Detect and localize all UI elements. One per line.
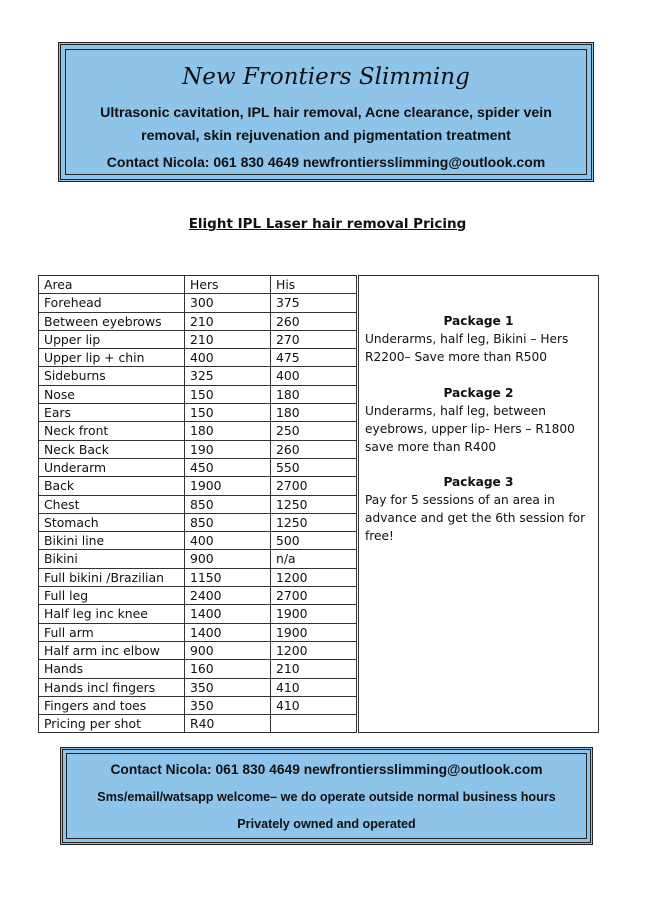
table-row	[39, 696, 357, 714]
hers-price-cell: 160	[185, 660, 271, 678]
hers-price-cell: 900	[185, 641, 271, 659]
table-row	[39, 678, 357, 696]
services-line-2: removal, skin rejuvenation and pigmentation treatment	[141, 128, 511, 144]
his-price-cell: 475	[271, 349, 357, 367]
his-price-cell: 270	[271, 330, 357, 348]
his-price-cell: 1250	[271, 513, 357, 531]
hers-price-cell: 150	[185, 404, 271, 422]
table-row	[39, 623, 357, 641]
hers-price-cell: 400	[185, 532, 271, 550]
column-header-area: Area	[39, 276, 185, 294]
his-price-cell: 375	[271, 294, 357, 312]
area-cell: Underarm	[39, 458, 185, 476]
hers-price-cell: 450	[185, 458, 271, 476]
hers-price-cell: 850	[185, 513, 271, 531]
column-header-hers: Hers	[185, 276, 271, 294]
area-cell: Full leg	[39, 587, 185, 605]
his-price-cell: 2700	[271, 477, 357, 495]
table-row	[39, 495, 357, 513]
area-cell: Back	[39, 477, 185, 495]
hers-price-cell: 900	[185, 550, 271, 568]
his-price-cell: 410	[271, 696, 357, 714]
package-2	[365, 384, 592, 456]
table-row	[39, 532, 357, 550]
package-2-line-3: save more than R400	[365, 440, 497, 454]
table-row	[39, 367, 357, 385]
his-price-cell: n/a	[271, 550, 357, 568]
area-cell: Bikini	[39, 550, 185, 568]
his-price-cell: 2700	[271, 587, 357, 605]
area-cell: Half leg inc knee	[39, 605, 185, 623]
package-1-title: Package 1	[443, 314, 514, 328]
his-price-cell: 1200	[271, 641, 357, 659]
hers-price-cell: 2400	[185, 587, 271, 605]
hers-price-cell: 850	[185, 495, 271, 513]
page-title: Elight IPL Laser hair removal Pricing	[188, 216, 467, 232]
brand-name: New Frontiers Slimming	[182, 64, 470, 90]
table-header-row	[39, 276, 357, 294]
area-cell: Full arm	[39, 623, 185, 641]
his-price-cell: 1900	[271, 623, 357, 641]
package-2-line-1: Underarms, half leg, between	[365, 404, 546, 418]
area-cell: Full bikini /Brazilian	[39, 568, 185, 586]
hers-price-cell: 1900	[185, 477, 271, 495]
table-row	[39, 605, 357, 623]
his-price-cell: 250	[271, 422, 357, 440]
area-cell: Upper lip	[39, 330, 185, 348]
his-price-cell: 500	[271, 532, 357, 550]
footer-banner	[60, 747, 593, 845]
area-cell: Neck Back	[39, 440, 185, 458]
package-3-title: Package 3	[443, 475, 514, 489]
pricing-table	[38, 275, 357, 733]
table-row	[39, 568, 357, 586]
area-cell: Hands incl fingers	[39, 678, 185, 696]
package-3-line-3: free!	[365, 529, 394, 543]
services-line-1: Ultrasonic cavitation, IPL hair removal, Acne clearance, spider vein	[100, 105, 552, 121]
his-price-cell: 400	[271, 367, 357, 385]
header-inner-border	[65, 49, 587, 175]
table-row	[39, 294, 357, 312]
footer-inner-border	[66, 753, 587, 839]
table-row	[39, 312, 357, 330]
hers-price-cell: 180	[185, 422, 271, 440]
table-row	[39, 660, 357, 678]
hers-price-cell: 400	[185, 349, 271, 367]
column-header-his: His	[271, 276, 357, 294]
area-cell: Upper lip + chin	[39, 349, 185, 367]
package-3-line-1: Pay for 5 sessions of an area in	[365, 493, 555, 507]
his-price-cell: 410	[271, 678, 357, 696]
table-row	[39, 330, 357, 348]
area-cell: Forehead	[39, 294, 185, 312]
area-cell: Ears	[39, 404, 185, 422]
table-row	[39, 385, 357, 403]
hers-price-cell: 350	[185, 696, 271, 714]
table-row	[39, 641, 357, 659]
his-price-cell: 210	[271, 660, 357, 678]
table-row	[39, 458, 357, 476]
package-2-title: Package 2	[443, 386, 514, 400]
footer-contact: Contact Nicola: 061 830 4649 newfrontiersslimming@outlook.com	[110, 762, 543, 777]
hers-price-cell: 210	[185, 312, 271, 330]
his-price-cell: 1900	[271, 605, 357, 623]
hers-price-cell: 325	[185, 367, 271, 385]
his-price-cell: 180	[271, 385, 357, 403]
area-cell: Stomach	[39, 513, 185, 531]
area-cell: Sideburns	[39, 367, 185, 385]
table-row	[39, 477, 357, 495]
his-price-cell: 260	[271, 440, 357, 458]
area-cell: Hands	[39, 660, 185, 678]
pricing-table-body	[39, 276, 357, 733]
his-price-cell: 180	[271, 404, 357, 422]
header-banner	[58, 42, 594, 182]
table-row	[39, 440, 357, 458]
footer-welcome: Sms/email/watsapp welcome– we do operate outside normal business hours	[97, 790, 556, 804]
hers-price-cell: 190	[185, 440, 271, 458]
area-cell: Nose	[39, 385, 185, 403]
hers-price-cell: 350	[185, 678, 271, 696]
table-row	[39, 587, 357, 605]
header-contact: Contact Nicola: 061 830 4649 newfrontiersslimming@outlook.com	[106, 154, 546, 170]
hers-price-cell: 210	[185, 330, 271, 348]
hers-price-cell: R40	[185, 715, 271, 733]
package-1-line-1: Underarms, half leg, Bikini – Hers	[365, 332, 569, 346]
package-3-line-2: advance and get the 6th session for	[365, 511, 586, 525]
his-price-cell: 550	[271, 458, 357, 476]
hers-price-cell: 1400	[185, 605, 271, 623]
his-price-cell: 1200	[271, 568, 357, 586]
area-cell: Neck front	[39, 422, 185, 440]
table-row	[39, 715, 357, 733]
hers-price-cell: 300	[185, 294, 271, 312]
hers-price-cell: 1400	[185, 623, 271, 641]
services-list	[76, 102, 576, 148]
area-cell: Fingers and toes	[39, 696, 185, 714]
area-cell: Bikini line	[39, 532, 185, 550]
table-row	[39, 422, 357, 440]
his-price-cell: 1250	[271, 495, 357, 513]
packages-panel	[358, 275, 599, 733]
table-row	[39, 513, 357, 531]
table-row	[39, 349, 357, 367]
hers-price-cell: 150	[185, 385, 271, 403]
table-row	[39, 550, 357, 568]
table-row	[39, 404, 357, 422]
his-price-cell: 260	[271, 312, 357, 330]
area-cell: Chest	[39, 495, 185, 513]
hers-price-cell: 1150	[185, 568, 271, 586]
area-cell: Half arm inc elbow	[39, 641, 185, 659]
package-3	[365, 473, 592, 545]
his-price-cell	[271, 715, 357, 733]
area-cell: Between eyebrows	[39, 312, 185, 330]
package-2-line-2: eyebrows, upper lip- Hers – R1800	[365, 422, 575, 436]
footer-ownership: Privately owned and operated	[237, 817, 416, 831]
package-1	[365, 312, 592, 366]
package-1-line-2: R2200– Save more than R500	[365, 350, 547, 364]
area-cell: Pricing per shot	[39, 715, 185, 733]
